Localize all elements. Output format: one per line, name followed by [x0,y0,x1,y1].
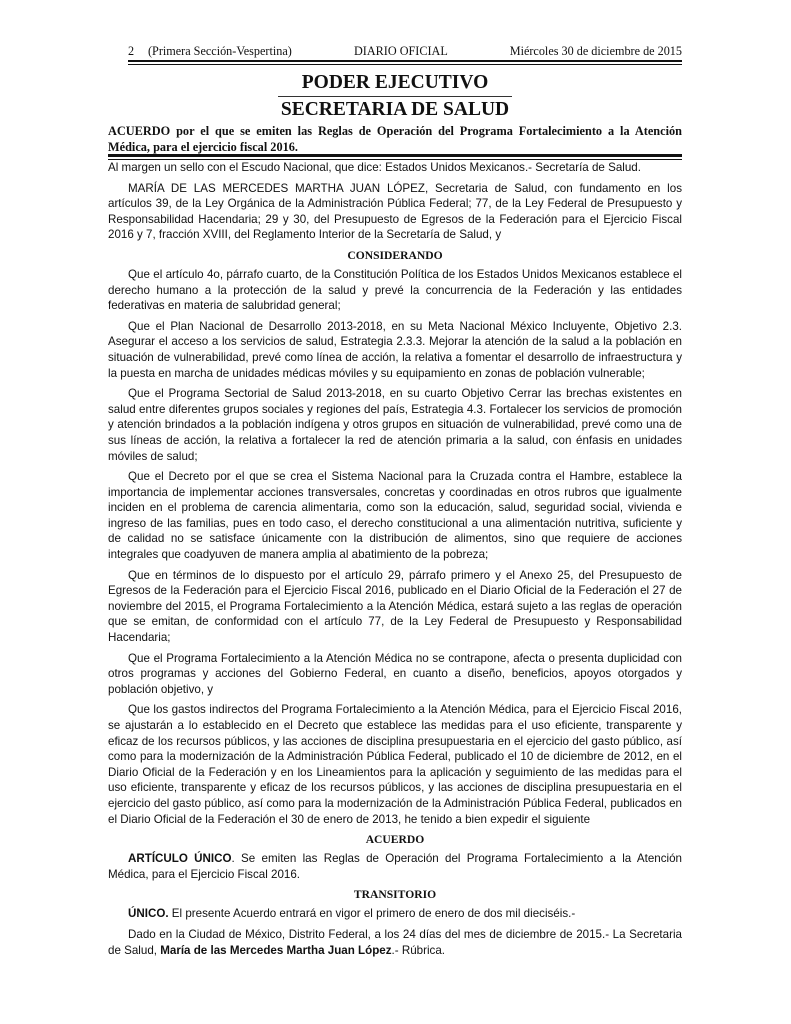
considerando-paragraph: Que el Programa Fortalecimiento a la Atención Médica no se contrapone, afecta o presenta duplicidad con otros programas y acciones del Gobierno Federal, en cuanto a diseño, beneficios, apoyos otorgados y población objetivo, y [108,651,682,696]
title-block [108,72,682,121]
transitorio-label: ÚNICO. [128,907,169,921]
transitorio-heading: TRANSITORIO [353,888,437,902]
acuerdo-heading: ACUERDO [365,833,425,847]
transitorio-text: El presente Acuerdo entrará en vigor el primero de enero de dos mil dieciséis.- [168,907,576,921]
considerando-paragraph: Que el Plan Nacional de Desarrollo 2013-2018, en su Meta Nacional México Incluyente, Objetivo 2.3. Asegurar el acceso a los servicios de salud, Estrategia 2.3.3. Mejorar la atención de la salud a la población en situación de vulnerabilidad, prevé como línea de acción, la relativa a fomentar el desarrollo de infraestructura y la puesta en marcha de unidades médicas móviles y su equipamiento en zonas de población vulnerable; [108,319,682,380]
considerando-paragraph: Que el Programa Sectorial de Salud 2013-2018, en su cuarto Objetivo Cerrar las brechas existentes en salud entre diferentes grupos sociales y regiones del país, Estrategia 4.3. Fortalecer los servicios de promoción y atención brindados a la población indígena y otros grupos en situación de vulnerabilidad, prevé como una de sus líneas de acción, la relativa a fortalecer la red de atención primaria a la salud, con énfasis en unidades móviles de salud; [108,387,682,463]
considerando-paragraph: Que en términos de lo dispuesto por el artículo 29, párrafo primero y el Anexo 25, del Presupuesto de Egresos de la Federación para el Ejercicio Fiscal 2016, publicado en el Diario Oficial de la Federación el 27 de noviembre del 2015, el Programa Fortalecimiento a la Atención Médica, estará sujeto a las reglas de operación que se emitan, de conformidad con el artículo 77, de la Ley Federal de Presupuesto y Responsabilidad Hacendaria; [108,568,682,645]
transitorio-paragraph [108,906,682,922]
closing-paragraph [108,927,682,958]
considerando-paragraph: Que los gastos indirectos del Programa Fortalecimiento a la Atención Médica, para el Ejercicio Fiscal 2016, se ajustarán a lo establecido en el Decreto que establece las medidas para el uso eficiente, transparente y eficaz de los recursos públicos, y las acciones de disciplina presupuestaria en el ejercicio del gasto público, así como para la modernización de la Administración Pública Federal, publicado el 10 de diciembre de 2012, en el Diario Oficial de la Federación y en los Lineamientos para la aplicación y seguimiento de las medidas para el uso eficiente, transparente y eficaz de los recursos públicos, y las acciones de disciplina presupuestaria en el ejercicio del gasto público, así como para la modernización de la Administración Pública Federal, publicados en el Diario Oficial de la Federación el 30 de enero de 2013, he tenido a bien expedir el siguiente [108,703,682,826]
running-header [108,44,682,60]
article-label: ARTÍCULO ÚNICO [128,852,232,866]
publication-name: DIARIO OFICIAL [354,44,448,58]
seal-paragraph: Al margen un sello con el Escudo Nacional, que dice: Estados Unidos Mexicanos.- Secretaría de Salud. [108,161,641,174]
page-number: 2 [128,44,135,58]
decree-heading-text: por el que se emiten las Reglas de Operación del Programa Fortalecimiento a la Atención Médica, para el ejercicio fiscal 2016. [108,124,682,154]
signatory-name: María de las Mercedes Martha Juan López [160,943,392,957]
ministry-title: SECRETARIA DE SALUD [280,99,510,120]
article-paragraph [108,851,682,882]
section-label: (Primera Sección-Vespertina) [148,44,292,58]
considerando-paragraph: Que el Decreto por el que se crea el Sistema Nacional para la Cruzada contra el Hambre, establece la importancia de implementar acciones transversales, concretas y coordinadas en otros rubros que igualmente inciden en el problema de carencia alimentaria, como son la educación, salud, seguridad social, vivienda e ingreso de las familias, pues en todo caso, el derecho constitucional a una alimentación nutritiva, suficiente y de calidad no se satisface únicamente con la distribución de alimentos, sino que requiere de acciones integrales que coadyuven de manera amplia al abatimiento de la pobreza; [108,470,682,562]
publication-date: Miércoles 30 de diciembre de 2015 [509,44,682,58]
document-body [108,160,682,963]
closing-text: Dado en la Ciudad de México, Distrito Federal, a los 24 días del mes de diciembre de 2015.- La Secretaria de Salud, [108,927,682,957]
article-text: . Se emiten las Reglas de Operación del Programa Fortalecimiento a la Atención Médica, para el Ejercicio Fiscal 2016. [108,852,682,881]
decree-heading [108,124,682,155]
decree-heading-lead: ACUERDO [108,124,171,138]
branch-title: PODER EJECUTIVO [301,72,489,93]
considerando-paragraph: Que el artículo 4o, párrafo cuarto, de la Constitución Política de los Estados Unidos Mexicanos establece el derecho humano a la protección de la salud y prevé la concurrencia de la Federación y las entidades federativas en materia de salubridad general; [108,267,682,313]
closing-suffix: .- Rúbrica. [391,943,446,957]
considerando-heading: CONSIDERANDO [347,248,443,262]
authority-paragraph: MARÍA DE LAS MERCEDES MARTHA JUAN LÓPEZ, Secretaria de Salud, con fundamento en los artículos 39, de la Ley Orgánica de la Administración Pública Federal; 77, de la Ley Federal de Presupuesto y Responsabilidad Hacendaria; 29 y 30, del Presupuesto de Egresos de la Federación para el Ejercicio Fiscal 2016 y 7, fracción XVIII, del Reglamento Interior de la Secretaría de Salud, y [108,181,682,242]
title-divider [278,96,512,97]
header-divider [128,60,682,65]
